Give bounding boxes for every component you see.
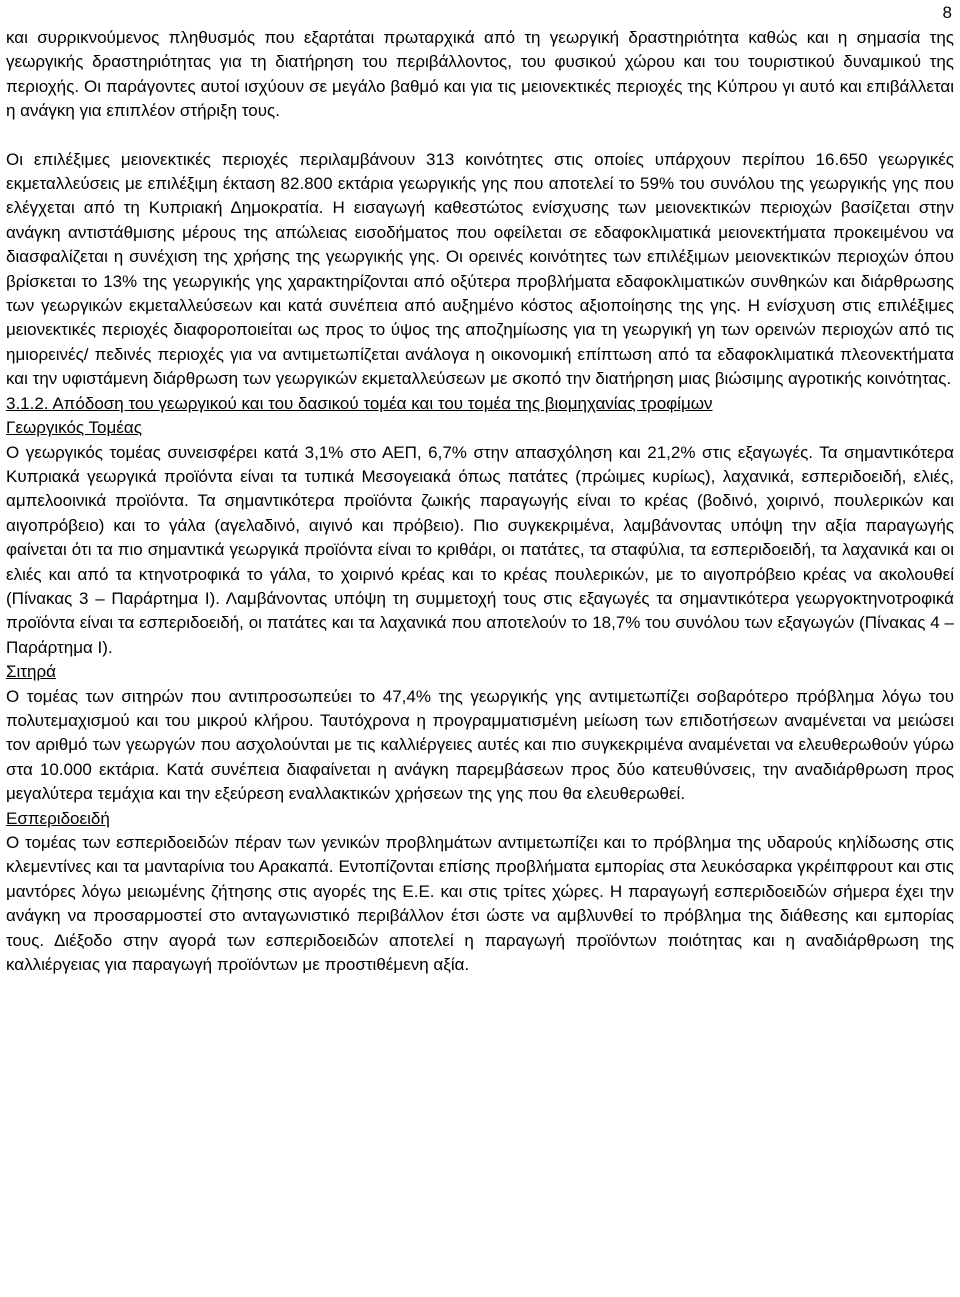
section-heading: [6, 392, 954, 416]
page-number: 8: [942, 3, 952, 22]
subheading-agricultural-sector: Γεωργικός Τομέας: [6, 418, 142, 438]
section-title: Απόδοση του γεωργικού και του δασικού τομέα και του τομέα της βιομηχανίας τροφίμων: [52, 393, 713, 413]
paragraph-intro-continuation: και συρρικνούμενος πληθυσμός που εξαρτάται πρωταρχικά από τη γεωργική δραστηριότητα καθώς και η σημασία της γεωργικής δραστηριότητας για τη διατήρηση του περιβάλλοντος, του φυσικού χώρου και του τουριστικού δυναμικού της περιοχής. Οι παράγοντες αυτοί ισχύουν σε μεγάλο βαθμό και για τις μειονεκτικές περιοχές της Κύπρου γι αυτό και επιβάλλεται η ανάγκη για επιπλέον στήριξη τους.: [6, 28, 954, 121]
paragraph-citrus: Ο τομέας των εσπεριδοειδών πέραν των γενικών προβλημάτων αντιμετωπίζει και το πρόβλημα της υδαρούς κηλίδωσης στις κλεμεντίνες και τα μανταρίνια του Αρακαπά. Εντοπίζονται επίσης προβλήματα εμπορίας στα λευκόσαρκα γκρέιπφρουτ και στις μαντόρες λόγω μειωμένης ζήτησης στις αγορές της Ε.Ε. και στις τρίτες χώρες. Η παραγωγή εσπεριδοειδών σήμερα έχει την ανάγκη να προσαρμοστεί στο ανταγωνιστικό περιβάλλον έτσι ώστε να αμβλυνθεί το πρόβλημα της διάθεσης και εμπορίας τους. Διέξοδο στην αγορά των εσπεριδοειδών αποτελεί η παραγωγή προϊόντων ποιότητας και η αναδιάρθρωση της καλλιέργειας για παραγωγή προϊόντων με προστιθέμενη αξία.: [6, 833, 954, 975]
section-number: 3.1.2.: [6, 393, 49, 413]
paragraph-agricultural-sector: Ο γεωργικός τομέας συνεισφέρει κατά 3,1% στο ΑΕΠ, 6,7% στην απασχόληση και 21,2% στις εξαγωγές. Τα σημαντικότερα Κυπριακά γεωργικά προϊόντα είναι τα τυπικά Μεσογειακά όπως πατάτες (πρώιμες κυρίως), λαχανικά, εσπεριδοειδή, ελιές, αμπελοοινικά προϊόντα. Τα σημαντικότερα προϊόντα ζωικής παραγωγής είναι το κρέας (βοδινό, χοιρινό, πουλερικών και αιγοπρόβειο) και το γάλα (αγελαδινό, αιγινό και πρόβειο). Πιο συγκεκριμένα, λαμβάνοντας υπόψη την αξία παραγωγής φαίνεται ότι τα πιο σημαντικά γεωργικά προϊόντα είναι το κριθάρι, οι πατάτες, τα σταφύλια, τα εσπεριδοειδή, τα λαχανικά και οι ελιές και από τα κτηνοτροφικά το γάλα, το χοιρινό κρέας και το κρέας πουλερικών, με το αιγοπρόβειο κρέας να ακολουθεί (Πίνακας 3 – Παράρτημα Ι). Λαμβάνοντας υπόψη τη συμμετοχή τους στις εξαγωγές τα σημαντικότερα γεωργοκτηνοτροφικά προϊόντα είναι τα εσπεριδοειδή, οι πατάτες και τα λαχανικά που αποτελούν το 18,7% του συνόλου των εξαγωγών (Πίνακας 4 – Παράρτημα Ι).: [6, 442, 954, 657]
subheading-cereals: Σιτηρά: [6, 662, 56, 682]
subheading-citrus: Εσπεριδοειδή: [6, 808, 110, 828]
paragraph-less-favoured-areas: Οι επιλέξιμες μειονεκτικές περιοχές περιλαμβάνουν 313 κοινότητες στις οποίες υπάρχουν περίπου 16.650 γεωργικές εκμεταλλεύσεις με επιλέξιμη έκταση 82.800 εκτάρια γεωργικής γης που αποτελεί το 59% του συνόλου της γεωργικής γης που ελέγχεται από τη Κυπριακή Δημοκρατία. Η εισαγωγή καθεστώτος ενίσχυσης των μειονεκτικών περιοχών βασίζεται στην ανάγκη αντιστάθμισης μέρους της απώλειας εισοδήματος που οφείλεται σε εδαφοκλιματικά μειονεκτήματα προκειμένου να διασφαλίζεται η συνέχιση της χρήσης της γεωργικής γης. Οι ορεινές κοινότητες των επιλέξιμων μειονεκτικών περιοχών όπου βρίσκεται το 13% της γεωργικής γης χαρακτηρίζονται από οξύτερα προβλήματα εδαφοκλιματικών συνθηκών και διάρθρωσης των γεωργικών εκμεταλλεύσεων και κατά συνέπεια από αυξημένο κόστος αξιοποίησης της γης. Η ενίσχυση στις επιλέξιμες μειονεκτικές περιοχές διαφοροποιείται ως προς το ύψος της αποζημίωσης για τη γεωργική γη των ορεινών περιοχών από τις ημιορεινές/ πεδινές περιοχές για να αντιμετωπίζεται ανάλογα η οικονομική επίπτωση από τα εδαφοκλιματικά πλεονεκτήματα και την υφιστάμενη διάρθρωση των γεωργικών εκμεταλλεύσεων με σκοπό την διατήρηση μιας βιώσιμης αγροτικής κοινότητας.: [6, 149, 954, 389]
paragraph-cereals: Ο τομέας των σιτηρών που αντιπροσωπεύει το 47,4% της γεωργικής γης αντιμετωπίζει σοβαρότερο πρόβλημα λόγω του πολυτεμαχισμού και του μικρού κλήρου. Ταυτόχρονα η προγραμματισμένη μείωση των επιδοτήσεων αναμένεται να μειώσει τον αριθμό των γεωργών που ασχολούνται με τις καλλιέργειες αυτές και πιο συγκεκριμένα αναμένεται να ελευθερωθούν γύρω στα 10.000 εκτάρια. Κατά συνέπεια διαφαίνεται η ανάγκη παρεμβάσεων προς δύο κατευθύνσεις, την αναδιάρθρωση προς μεγαλύτερα τεμάχια και την εξεύρεση εναλλακτικών χρήσεων της γης που θα ελευθερωθεί.: [6, 686, 954, 804]
